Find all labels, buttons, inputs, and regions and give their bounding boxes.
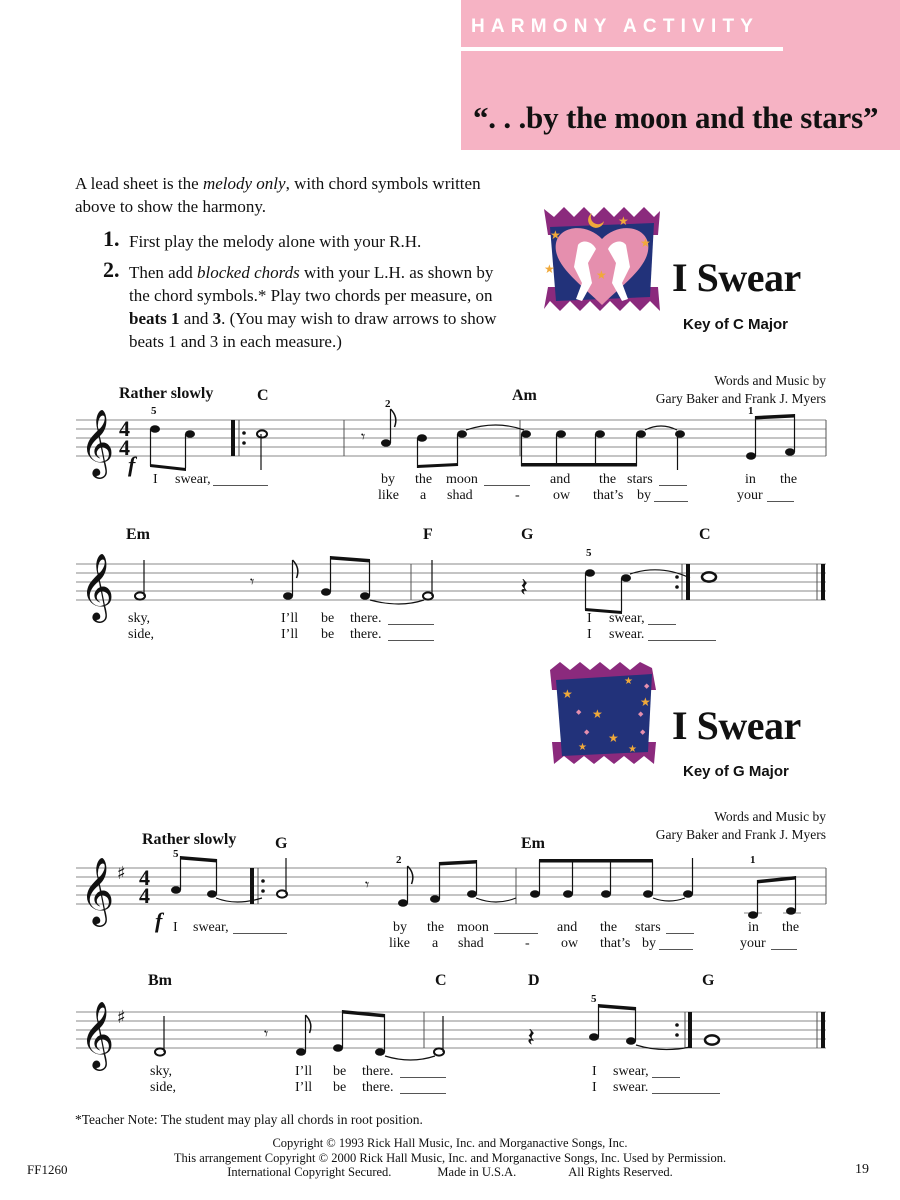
lyric: that’s	[593, 488, 624, 503]
fingering: 5	[586, 547, 592, 559]
svg-text:★: ★	[562, 687, 573, 701]
activity-label: HARMONY ACTIVITY	[471, 16, 760, 37]
svg-text:4: 4	[139, 883, 150, 908]
fingering: 5	[591, 993, 597, 1005]
fingering: 1	[750, 854, 756, 866]
chord-symbol: Em	[521, 835, 545, 852]
chord-symbol: C	[699, 526, 711, 543]
chord-symbol: C	[435, 972, 447, 989]
lyric: I	[587, 627, 592, 642]
lyric: stars	[635, 920, 661, 935]
lyric: the	[415, 472, 433, 487]
chord-symbol: Am	[512, 387, 537, 404]
lyric: the	[780, 472, 798, 487]
lyric: that’s	[600, 936, 631, 951]
staff-system	[0, 830, 900, 960]
svg-text:★: ★	[550, 228, 561, 242]
lyric: your	[737, 488, 763, 503]
dancers-heart-night-sky-icon	[542, 205, 662, 315]
lyric: by	[381, 472, 395, 487]
svg-text:★: ★	[596, 268, 607, 282]
lyric: -	[525, 936, 530, 951]
copyright-notice: Copyright © 1993 Rick Hall Music, Inc. and Morganactive Songs, Inc. This arrangement Copyright © 2000 Rick Hall Music, Inc. and Morganactive Songs, Inc. Used by Permission. International Copyright Secured. Made in U.S.A. All Rights Reserved.	[173, 1136, 727, 1179]
lyric: be	[321, 627, 335, 642]
svg-text:★: ★	[608, 731, 619, 745]
step-text: First play the melody alone with your R.H.	[129, 232, 422, 251]
staff-system	[0, 967, 900, 1095]
svg-text:★: ★	[624, 676, 633, 687]
night-sky-moon-stars-icon	[548, 660, 658, 765]
lyric: swear,	[613, 1064, 649, 1079]
step-number: 1.	[103, 226, 120, 251]
lyric: like	[378, 488, 399, 503]
svg-text:◆: ◆	[640, 728, 646, 736]
chord-symbol: Em	[126, 526, 150, 543]
svg-text:𝄽: 𝄽	[527, 1023, 535, 1053]
lyric: there.	[362, 1080, 394, 1095]
chord-symbol: F	[423, 526, 433, 543]
svg-text:♯: ♯	[117, 1007, 126, 1028]
lyric: I	[592, 1064, 597, 1079]
svg-text:◆: ◆	[584, 728, 590, 736]
svg-text:𝄞: 𝄞	[80, 552, 115, 620]
song-key: Key of G Major	[683, 763, 789, 780]
svg-text:♯: ♯	[117, 863, 126, 884]
music-staff	[0, 967, 900, 1092]
staff-system	[0, 520, 900, 645]
lyric: ow	[561, 936, 579, 951]
lyric: in	[745, 472, 756, 487]
song-key: Key of C Major	[683, 316, 789, 333]
lyric: side,	[150, 1080, 177, 1095]
lyric: I	[153, 472, 158, 487]
book-code: FF1260	[27, 1162, 68, 1177]
lyric: a	[420, 488, 427, 503]
chord-symbol: D	[528, 972, 540, 989]
svg-text:★: ★	[640, 236, 651, 250]
lyric: in	[748, 920, 759, 935]
lyric: I’ll	[295, 1080, 313, 1095]
svg-text:★: ★	[544, 262, 555, 276]
svg-text:𝄞: 𝄞	[80, 1000, 115, 1068]
lyric: like	[389, 936, 410, 951]
lyric: by	[393, 920, 407, 935]
lyric: swear,	[193, 920, 229, 935]
lyric: be	[333, 1064, 347, 1079]
chord-symbol: C	[257, 387, 269, 404]
song-credits: Words and Music by Gary Baker and Frank J. Myers	[655, 373, 826, 406]
svg-text:★: ★	[640, 695, 651, 709]
lyric: swear.	[613, 1080, 649, 1095]
svg-text:𝄾: 𝄾	[264, 1024, 269, 1043]
lyric: sky,	[128, 611, 151, 626]
lyric: swear.	[609, 627, 645, 642]
svg-text:𝄞: 𝄞	[80, 408, 115, 476]
svg-text:𝄽: 𝄽	[520, 573, 528, 603]
lyric: the	[782, 920, 800, 935]
chord-symbol: Bm	[148, 972, 172, 989]
svg-text:4: 4	[139, 865, 150, 890]
lyric: I	[587, 611, 592, 626]
lyric: a	[432, 936, 439, 951]
page-number: 19	[855, 1162, 869, 1177]
lyric: moon	[446, 472, 478, 487]
lyric: swear,	[175, 472, 211, 487]
lyric: swear,	[609, 611, 645, 626]
lyric: moon	[457, 920, 489, 935]
lyric: I’ll	[281, 611, 299, 626]
lyric: ow	[553, 488, 571, 503]
fingering: 5	[151, 405, 157, 417]
svg-text:𝄾: 𝄾	[250, 572, 255, 591]
song-title: I Swear	[672, 703, 801, 748]
fingering: 2	[385, 398, 391, 410]
lyric: shad	[447, 488, 473, 503]
lyric: I’ll	[295, 1064, 313, 1079]
chord-symbol: G	[702, 972, 715, 989]
svg-text:𝄞: 𝄞	[80, 856, 115, 924]
lyric: -	[515, 488, 520, 503]
svg-text:◆: ◆	[644, 682, 650, 690]
lyric: there.	[362, 1064, 394, 1079]
tempo-marking: Rather slowly	[119, 385, 214, 402]
lyric: I’ll	[281, 627, 299, 642]
staff-system	[0, 380, 900, 510]
svg-text:◆: ◆	[638, 710, 644, 718]
lyric: the	[599, 472, 617, 487]
step-text: Then add blocked chords with your L.H. as shown by the chord symbols.* Play two chords per measure, on beats 1 and 3. (You may wish to draw arrows to show beats 1 and 3 in each measure.)	[129, 263, 497, 351]
svg-text:𝄾: 𝄾	[361, 427, 366, 446]
lyric: your	[740, 936, 766, 951]
lyric: the	[427, 920, 445, 935]
activity-header	[461, 0, 900, 150]
lyric: and	[550, 472, 571, 487]
tempo-marking: Rather slowly	[142, 831, 237, 848]
svg-text:𝄾: 𝄾	[365, 875, 370, 894]
lyric: there.	[350, 611, 382, 626]
lyric: be	[321, 611, 335, 626]
svg-text:4: 4	[119, 435, 130, 460]
lyric: the	[600, 920, 618, 935]
lyric: I	[592, 1080, 597, 1095]
dynamic-marking: f	[128, 452, 136, 477]
chord-symbol: G	[275, 835, 288, 852]
svg-text:★: ★	[578, 742, 587, 753]
lyric: side,	[128, 627, 155, 642]
chord-symbol: G	[521, 526, 534, 543]
svg-text:★: ★	[618, 214, 629, 228]
fingering: 2	[396, 854, 402, 866]
lyric: I	[173, 920, 178, 935]
teacher-note: *Teacher Note: The student may play all chords in root position.	[75, 1112, 423, 1127]
lyric: shad	[458, 936, 484, 951]
svg-text:★: ★	[592, 707, 603, 721]
lyric: there.	[350, 627, 382, 642]
dynamic-marking: f	[155, 908, 163, 933]
lyric: by	[637, 488, 651, 503]
song-title: I Swear	[672, 255, 801, 300]
lyric: by	[642, 936, 656, 951]
svg-text:◆: ◆	[576, 708, 582, 716]
intro-text: A lead sheet is the melody only, with chord symbols written above to show the harmony.	[75, 174, 481, 216]
lyric: stars	[627, 472, 653, 487]
fingering: 1	[748, 405, 754, 417]
fingering: 5	[173, 848, 179, 860]
svg-text:★: ★	[628, 744, 637, 755]
lyric: sky,	[150, 1064, 173, 1079]
svg-text:4: 4	[119, 416, 130, 441]
song-credits: Words and Music by Gary Baker and Frank J. Myers	[655, 809, 826, 842]
lyric: be	[333, 1080, 347, 1095]
lyric: and	[557, 920, 578, 935]
step-number: 2.	[103, 257, 120, 282]
header-divider	[461, 47, 783, 51]
activity-title: “. . .by the moon and the stars”	[473, 100, 879, 135]
